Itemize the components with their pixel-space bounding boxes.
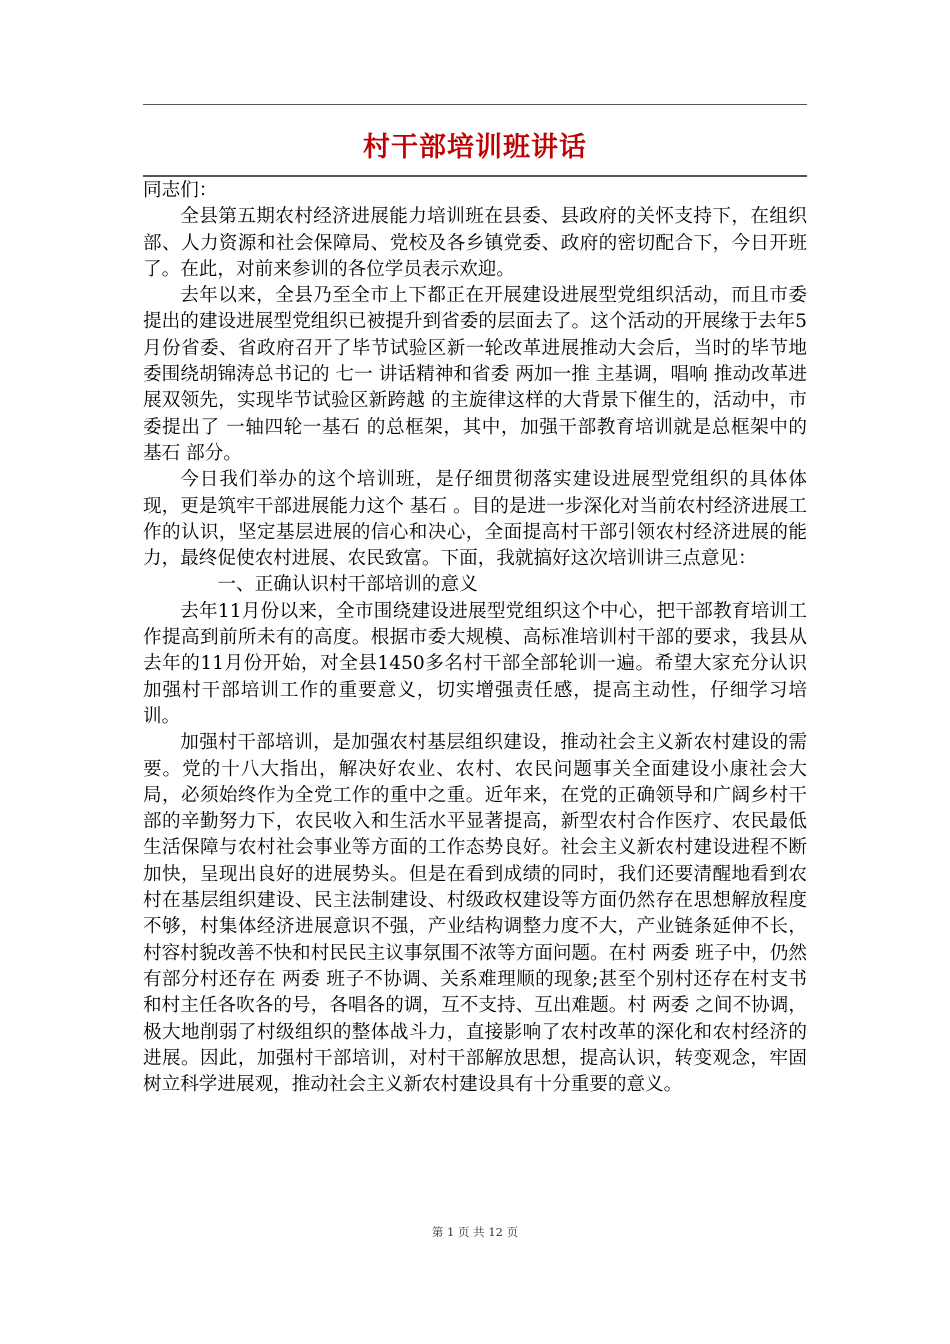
body-paragraph: 去年以来，全县乃至全市上下都正在开展建设进展型党组织活动，而且市委提出的建设进展型党组织已被提升到省委的层面去了。这个活动的开展缘于去年5月份省委、省政府召开了毕节试验区新一轮改革进展推动大会后，当时的毕节地委围绕胡锦涛总书记的 七一 讲话精神和省委 两加一推 主基调，唱响 推动改革进展双领先，实现毕节试验区新跨越 的主旋律这样的大背景下催生的，活动中，市委提出了 一轴四轮一基石 的总框架，其中，加强干部教育培训就是总框架中的 基石 部分。	[143, 285, 807, 464]
section-heading: 一、正确认识村干部培训的意义	[217, 574, 478, 596]
title-rule	[143, 175, 807, 177]
body-paragraph: 加强村干部培训，是加强农村基层组织建设，推动社会主义新农村建设的需要。党的十八大指出，解决好农业、农村、农民问题事关全面建设小康社会大局，必须始终作为全党工作的重中之重。近年来，在党的正确领导和广阔乡村干部的辛勤努力下，农民收入和生活水平显著提高，新型农村合作医疗、农民最低生活保障与农村社会事业等方面的工作态势良好。社会主义新农村建设进程不断加快，呈现出良好的进展势头。但是在看到成绩的同时，我们还要清醒地看到农村在基层组织建设、民主法制建设、村级政权建设等方面仍然存在思想解放程度不够，村集体经济进展意识不强，产业结构调整力度不大，产业链条延伸不长，村容村貌改善不快和村民民主议事氛围不浓等方面问题。在村 两委 班子中，仍然有部分村还存在 两委 班子不协调、关系难理顺的现象;甚至个别村还存在村支书和村主任各吹各的号，各唱各的调，互不支持、互出难题。村 两委 之间不协调，极大地削弱了村级组织的整体战斗力，直接影响了农村改革的深化和农村经济的进展。因此，加强村干部培训，对村干部解放思想，提高认识，转变观念，牢固树立科学进展观，推动社会主义新农村建设具有十分重要的意义。	[143, 732, 807, 1096]
body-paragraph: 去年11月份以来，全市围绕建设进展型党组织这个中心，把干部教育培训工作提高到前所未有的高度。根据市委大规模、高标准培训村干部的要求，我县从去年的11月份开始，对全县1450多名村干部全部轮训一遍。希望大家充分认识加强村干部培训工作的重要意义，切实增强责任感，提高主动性，仔细学习培训。	[143, 600, 807, 727]
page-footer: 第 1 页 共 12 页	[431, 1225, 519, 1239]
header-rule	[143, 104, 807, 105]
salutation: 同志们：	[143, 180, 218, 201]
document-body	[143, 178, 807, 1098]
document-title: 村干部培训班讲话	[363, 132, 587, 163]
body-paragraph: 全县第五期农村经济进展能力培训班在县委、县政府的关怀支持下，在组织部、人力资源和社会保障局、党校及各乡镇党委、政府的密切配合下，今日开班了。在此，对前来参训的各位学员表示欢迎。	[143, 206, 807, 280]
body-paragraph: 今日我们举办的这个培训班，是仔细贯彻落实建设进展型党组织的具体体现，更是筑牢干部进展能力这个 基石 。目的是进一步深化对当前农村经济进展工作的认识，坚定基层进展的信心和决心，全面提高村干部引领农村经济进展的能力，最终促使农村进展、农民致富。下面，我就搞好这次培训讲三点意见：	[143, 469, 807, 570]
